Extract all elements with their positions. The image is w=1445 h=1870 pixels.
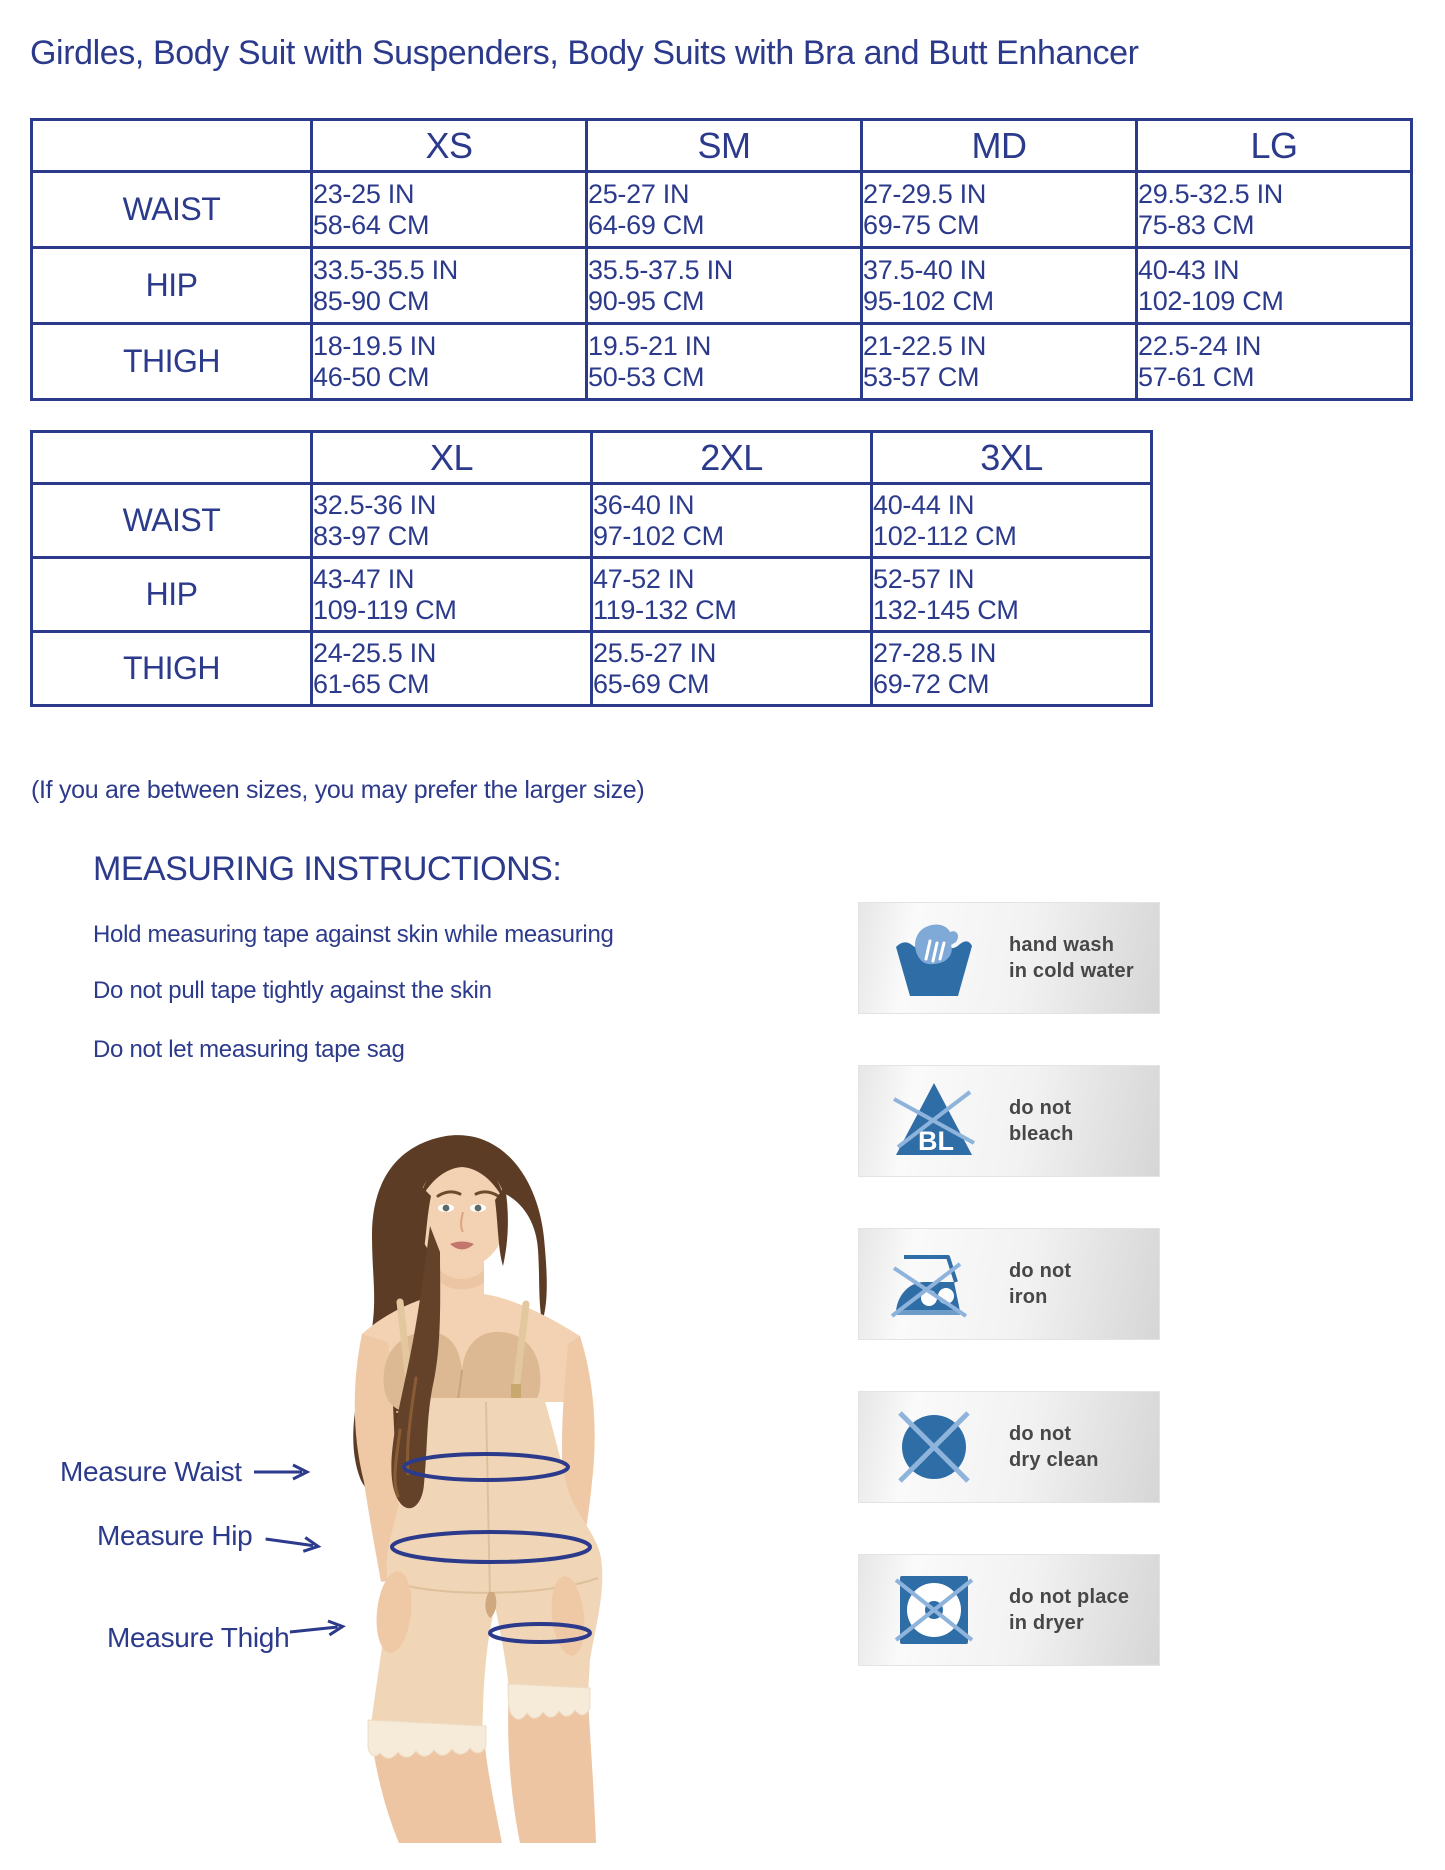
- care-label: do not place in dryer: [1009, 1586, 1130, 1634]
- size-cell: 43-47 IN 109-119 CM: [312, 558, 592, 632]
- measure-hip-label: Measure Hip: [97, 1520, 253, 1551]
- care-box-do-not-iron: [858, 1228, 1160, 1340]
- do-not-iron-icon: [859, 1240, 1009, 1328]
- size-cell: 29.5-32.5 IN 75-83 CM: [1137, 172, 1412, 248]
- model-photo: [280, 1130, 680, 1843]
- do-not-bleach-icon: [859, 1077, 1009, 1165]
- do-not-tumble-dry-icon: [859, 1566, 1009, 1654]
- table-row: [32, 248, 1412, 324]
- column-header: LG: [1137, 120, 1412, 172]
- table-row: [32, 484, 1152, 558]
- instruction-line: Do not pull tape tightly against the skin: [93, 977, 492, 1004]
- size-cell: 37.5-40 IN 95-102 CM: [862, 248, 1137, 324]
- size-table-xl-3xl: [30, 430, 1153, 707]
- size-cell: 36-40 IN 97-102 CM: [592, 484, 872, 558]
- instruction-line: Hold measuring tape against skin while measuring: [93, 921, 614, 948]
- size-cell: 32.5-36 IN 83-97 CM: [312, 484, 592, 558]
- care-label: hand wash in cold water: [1009, 934, 1134, 982]
- table-row: [32, 558, 1152, 632]
- care-box-hand-wash: [858, 902, 1160, 1014]
- column-header: XS: [312, 120, 587, 172]
- size-cell: 33.5-35.5 IN 85-90 CM: [312, 248, 587, 324]
- arrow-right-icon: [252, 1463, 314, 1486]
- size-cell: 25-27 IN 64-69 CM: [587, 172, 862, 248]
- size-cell: 24-25.5 IN 61-65 CM: [312, 632, 592, 706]
- column-header: 2XL: [592, 432, 872, 484]
- row-header: THIGH: [32, 324, 312, 400]
- size-cell: 27-28.5 IN 69-72 CM: [872, 632, 1152, 706]
- page-title: Girdles, Body Suit with Suspenders, Body Suits with Bra and Butt Enhancer: [30, 34, 1139, 72]
- row-header: WAIST: [32, 484, 312, 558]
- size-cell: 35.5-37.5 IN 90-95 CM: [587, 248, 862, 324]
- size-table-xs-lg: [30, 118, 1413, 401]
- care-box-do-not-bleach: [858, 1065, 1160, 1177]
- corner-cell: [32, 120, 312, 172]
- size-cell: 40-44 IN 102-112 CM: [872, 484, 1152, 558]
- care-label: do not bleach: [1009, 1097, 1074, 1145]
- measure-thigh-label: Measure Thigh: [107, 1622, 290, 1653]
- row-header: HIP: [32, 248, 312, 324]
- care-box-do-not-tumble-dry: [858, 1554, 1160, 1666]
- size-cell: 52-57 IN 132-145 CM: [872, 558, 1152, 632]
- row-header: WAIST: [32, 172, 312, 248]
- size-cell: 40-43 IN 102-109 CM: [1137, 248, 1412, 324]
- size-cell: 22.5-24 IN 57-61 CM: [1137, 324, 1412, 400]
- size-cell: 21-22.5 IN 53-57 CM: [862, 324, 1137, 400]
- column-header: XL: [312, 432, 592, 484]
- column-header: SM: [587, 120, 862, 172]
- size-cell: 18-19.5 IN 46-50 CM: [312, 324, 587, 400]
- between-sizes-note: (If you are between sizes, you may prefer the larger size): [31, 776, 645, 804]
- size-cell: 27-29.5 IN 69-75 CM: [862, 172, 1137, 248]
- corner-cell: [32, 432, 312, 484]
- care-label: do not iron: [1009, 1260, 1072, 1308]
- column-header: 3XL: [872, 432, 1152, 484]
- table-row: [32, 324, 1412, 400]
- measure-waist-label: Measure Waist: [60, 1456, 242, 1487]
- row-header: THIGH: [32, 632, 312, 706]
- care-label: do not dry clean: [1009, 1423, 1099, 1471]
- size-cell: 47-52 IN 119-132 CM: [592, 558, 872, 632]
- care-box-do-not-dry-clean: [858, 1391, 1160, 1503]
- column-header: MD: [862, 120, 1137, 172]
- measuring-instructions-heading: MEASURING INSTRUCTIONS:: [93, 850, 562, 888]
- size-cell: 25.5-27 IN 65-69 CM: [592, 632, 872, 706]
- table-row: [32, 632, 1152, 706]
- table-header-row: [32, 432, 1152, 484]
- table-header-row: [32, 120, 1412, 172]
- svg-text:BL: BL: [918, 1126, 954, 1156]
- size-cell: 19.5-21 IN 50-53 CM: [587, 324, 862, 400]
- do-not-dry-clean-icon: [859, 1403, 1009, 1491]
- hand-wash-icon: [859, 914, 1009, 1002]
- table-row: [32, 172, 1412, 248]
- instruction-line: Do not let measuring tape sag: [93, 1036, 405, 1063]
- row-header: HIP: [32, 558, 312, 632]
- size-cell: 23-25 IN 58-64 CM: [312, 172, 587, 248]
